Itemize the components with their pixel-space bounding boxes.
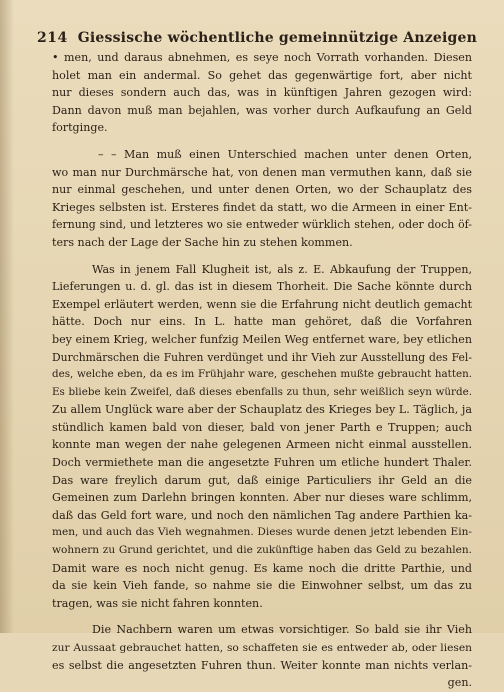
text-line: es selbst die angesetzten Fuhren thun. Weiter konnte man nichts verlan- xyxy=(52,658,472,672)
text-line: hätte. Doch nur eins. In L. hatte man gehöret, daß die Vorfahren xyxy=(52,315,472,329)
paragraph xyxy=(52,49,472,137)
text-line: gen. xyxy=(447,676,472,690)
text-line: holet man ein andermal. So gehet das gegenwärtige fort, aber nicht xyxy=(52,68,472,82)
text-line: daß das Geld fort ware, und noch den nämlichen Tag andere Parthien ka- xyxy=(52,508,472,522)
text-line: Lieferungen u. d. gl. das ist in diesem Thorheit. Die Sache könnte durch xyxy=(52,280,472,294)
text-line: Dann davon muß man bejahlen, was vorher durch Aufkaufung an Geld xyxy=(52,103,472,117)
text-line: nur dieses sondern auch das, was in künftigen Jahren gezogen wird: xyxy=(52,86,472,100)
text-line: wo man nur Durchmärsche hat, von denen man vermuthen kann, daß sie xyxy=(52,165,472,179)
paragraph-gap xyxy=(52,252,472,261)
text-line: Durchmärschen die Fuhren verdünget und ihr Vieh zur Ausstellung des Fel- xyxy=(52,350,472,364)
text-line: Doch vermiethete man die angesetzte Fuhren um etliche hundert Thaler. xyxy=(52,456,472,470)
text-line: Die Nachbern waren um etwas vorsichtiger. So bald sie ihr Vieh xyxy=(92,623,472,637)
text-line: Gemeinen zum Darlehn bringen konnten. Aber nur dieses ware schlimm, xyxy=(52,491,472,505)
text-line: Zu allem Unglück ware aber der Schauplatz des Krieges bey L. Täglich, ja xyxy=(52,403,472,417)
text-line: Exempel erläutert werden, wenn sie die Erfahrung nicht deutlich gemacht xyxy=(52,297,472,311)
paragraph xyxy=(52,621,472,691)
text-line: da sie kein Vieh fande, so nahme sie die Einwohner selbst, um das zu xyxy=(52,579,472,593)
text-line: men, und auch das Vieh wegnahmen. Dieses wurde denen jetzt lebenden Ein- xyxy=(52,526,472,539)
text-line: bey einem Krieg, welcher funfzig Meilen Weg entfernet ware, bey etlichen xyxy=(52,332,472,346)
running-head: Giessische wöchentliche gemeinnützige Anzeigen xyxy=(77,30,477,46)
text-line: • men, und daraus abnehmen, es seye noch Vorrath vorhanden. Diesen xyxy=(52,51,472,64)
text-line: stündlich kamen bald von dieser, bald von jener Parth e Truppen; auch xyxy=(52,420,472,434)
text-line: ters nach der Lage der Sache hin zu stehen kommen. xyxy=(52,235,353,249)
paragraph-gap xyxy=(52,137,472,146)
text-line: Damit ware es noch nicht genug. Es kame noch die dritte Parthie, und xyxy=(52,561,472,575)
paragraph xyxy=(52,261,472,613)
text-line: Was in jenem Fall Klugheit ist, als z. E. Abkaufung der Truppen, xyxy=(92,262,472,276)
text-line: tragen, was sie nicht fahren konnten. xyxy=(52,596,263,610)
paragraph-gap xyxy=(52,612,472,621)
body-text xyxy=(52,49,472,692)
text-line: Das ware freylich darum gut, daß einige Particuliers ihr Geld an die xyxy=(52,473,472,487)
page-gutter-shadow xyxy=(0,0,14,633)
text-line: Es bliebe kein Zweifel, daß dieses ebenfalls zu thun, sehr weißlich seyn würde. xyxy=(52,385,472,398)
text-line: des, welche eben, da es im Frühjahr ware, geschehen mußte gebraucht hatten. xyxy=(52,368,472,381)
paragraph xyxy=(52,146,472,252)
text-line: – – Man muß einen Unterschied machen unter denen Orten, xyxy=(98,147,472,161)
text-line: Krieges selbsten ist. Ersteres findet da statt, wo die Armeen in einer Ent- xyxy=(52,200,472,214)
text-line: fernung sind, und letzteres wo sie entweder würklich stehen, oder doch öf- xyxy=(52,218,472,232)
text-line: nur einmal geschehen, und unter denen Orten, wo der Schauplatz des xyxy=(52,183,472,197)
text-line: fortginge. xyxy=(52,121,108,135)
page-number: 214 xyxy=(37,30,68,46)
text-line: zur Aussaat gebrauchet hatten, so schaffeten sie es entweder ab, oder liesen xyxy=(52,641,472,654)
text-line: konnte man wegen der nahe gelegenen Armeen nicht einmal ausstellen. xyxy=(52,438,472,452)
text-line: wohnern zu Grund gerichtet, und die zukünftige haben das Geld zu bezahlen. xyxy=(52,544,472,557)
